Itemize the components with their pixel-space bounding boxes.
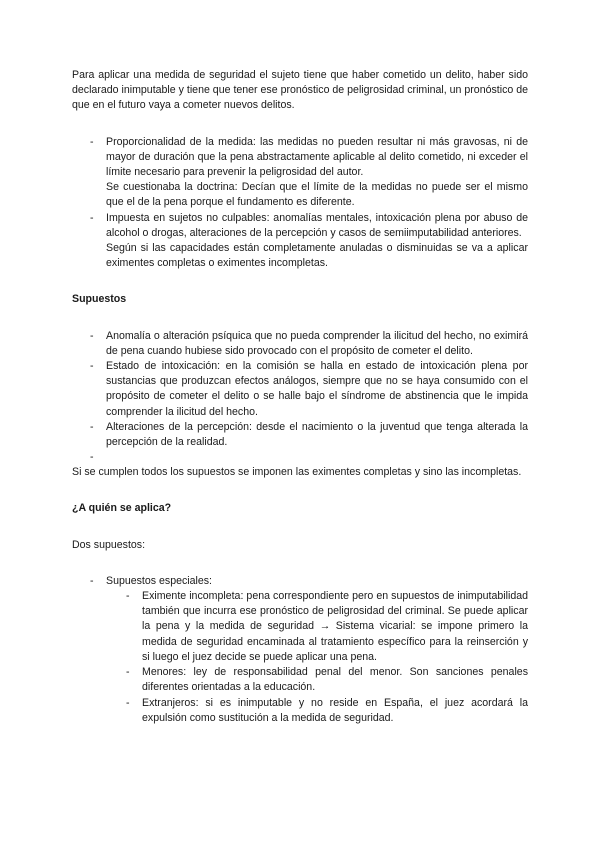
bullet-dash: - [126, 590, 130, 603]
list-item-text: Estado de intoxicación: en la comisión se halla en estado de intoxicación plena por sustancias que produzcan efectos análogos, siempre que no se haya consumido con el propósito de cometer el delito o se halle bajo el síndrome de abstinencia que le impida comprender la ilicitud del hecho. [106, 360, 528, 418]
list-item-text: Proporcionalidad de la medida: las medidas no pueden resultar ni más gravosas, ni de mayor de duración que la pena abstractamente aplicable al delito cometido, ni exceder el límite necesario para prevenir la peligrosidad del autor. [106, 135, 528, 179]
bullet-dash: - [90, 135, 94, 148]
supuestos-list [72, 329, 528, 466]
aplica-sublist [72, 589, 528, 726]
sublist-item-text: Extranjeros: si es inimputable y no reside en España, el juez acordará la expulsión como sustitución a la medida de seguridad. [142, 696, 528, 724]
bullet-dash: - [126, 696, 130, 709]
document-page [72, 68, 528, 726]
list-item [72, 359, 528, 420]
supuestos-conclusion: Si se cumplen todos los supuestos se imponen las eximentes completas y sino las incompletas. [72, 466, 522, 479]
sublist-item-text: Eximente incompleta: pena correspondiente pero en supuestos de inimputabilidad también que incurra ese pronóstico de peligrosidad del criminal. Se puede aplicar la pena y la medida de seguridad → Sistema vicarial: se impone primero la medida de seguridad encaminada al tratamiento específico para la reinserción y si luego el juez decide se puede aplicar una pena. [142, 590, 528, 663]
list-item-text: Impuesta en sujetos no culpables: anomalías mentales, intoxicación plena por abuso de alcohol o drogas, alteraciones de la percepción y casos de semiimputabilidad anteriores. [106, 211, 528, 239]
list-item-text: Supuestos especiales: [106, 574, 213, 587]
list-item-note: Según si las capacidades están completamente anuladas o disminuidas se va a aplicar eximentes completas o eximentes incompletas. [106, 242, 528, 270]
section-heading-supuestos: Supuestos [72, 293, 127, 306]
list-item [72, 329, 528, 359]
aplica-list [72, 574, 528, 589]
bullet-dash: - [90, 451, 94, 464]
bullet-dash: - [90, 420, 94, 433]
sublist-item-text: Menores: ley de responsabilidad penal del menor. Son sanciones penales diferentes orientadas a la educación. [142, 666, 528, 694]
list-item [72, 420, 528, 450]
sublist-item [72, 665, 528, 695]
bullet-dash: - [90, 360, 94, 373]
sublist-item [72, 589, 528, 665]
list-item [72, 211, 528, 272]
sublist-item [72, 696, 528, 726]
list-item-text: Alteraciones de la percepción: desde el nacimiento o la juventud que tenga alterada la percepción de la realidad. [106, 420, 528, 449]
section-heading-aplica: ¿A quién se aplica? [72, 502, 172, 515]
bullet-dash: - [90, 329, 94, 342]
bullet-dash: - [90, 211, 94, 224]
bullet-dash: - [126, 666, 130, 679]
list-item [72, 135, 528, 211]
list-item-text: Anomalía o alteración psíquica que no pueda comprender la ilicitud del hecho, no eximirá de pena cuando hubiese sido provocado con el propósito de cometer el delito. [106, 329, 528, 357]
bullet-dash: - [90, 574, 94, 587]
list-item [72, 574, 528, 589]
requisitos-list [72, 135, 528, 272]
list-item-empty [72, 450, 528, 465]
intro-paragraph: Para aplicar una medida de seguridad el sujeto tiene que haber cometido un delito, haber sido declarado inimputable y tiene que tener ese pronóstico de peligrosidad criminal, un pronóstico de que en el futuro vaya a cometer nuevos delitos. [72, 69, 528, 112]
aplica-intro: Dos supuestos: [72, 538, 146, 551]
list-item-note: Se cuestionaba la doctrina: Decían que el límite de la medidas no puede ser el mismo que el de la pena porque el fundamento es diferente. [106, 181, 528, 209]
